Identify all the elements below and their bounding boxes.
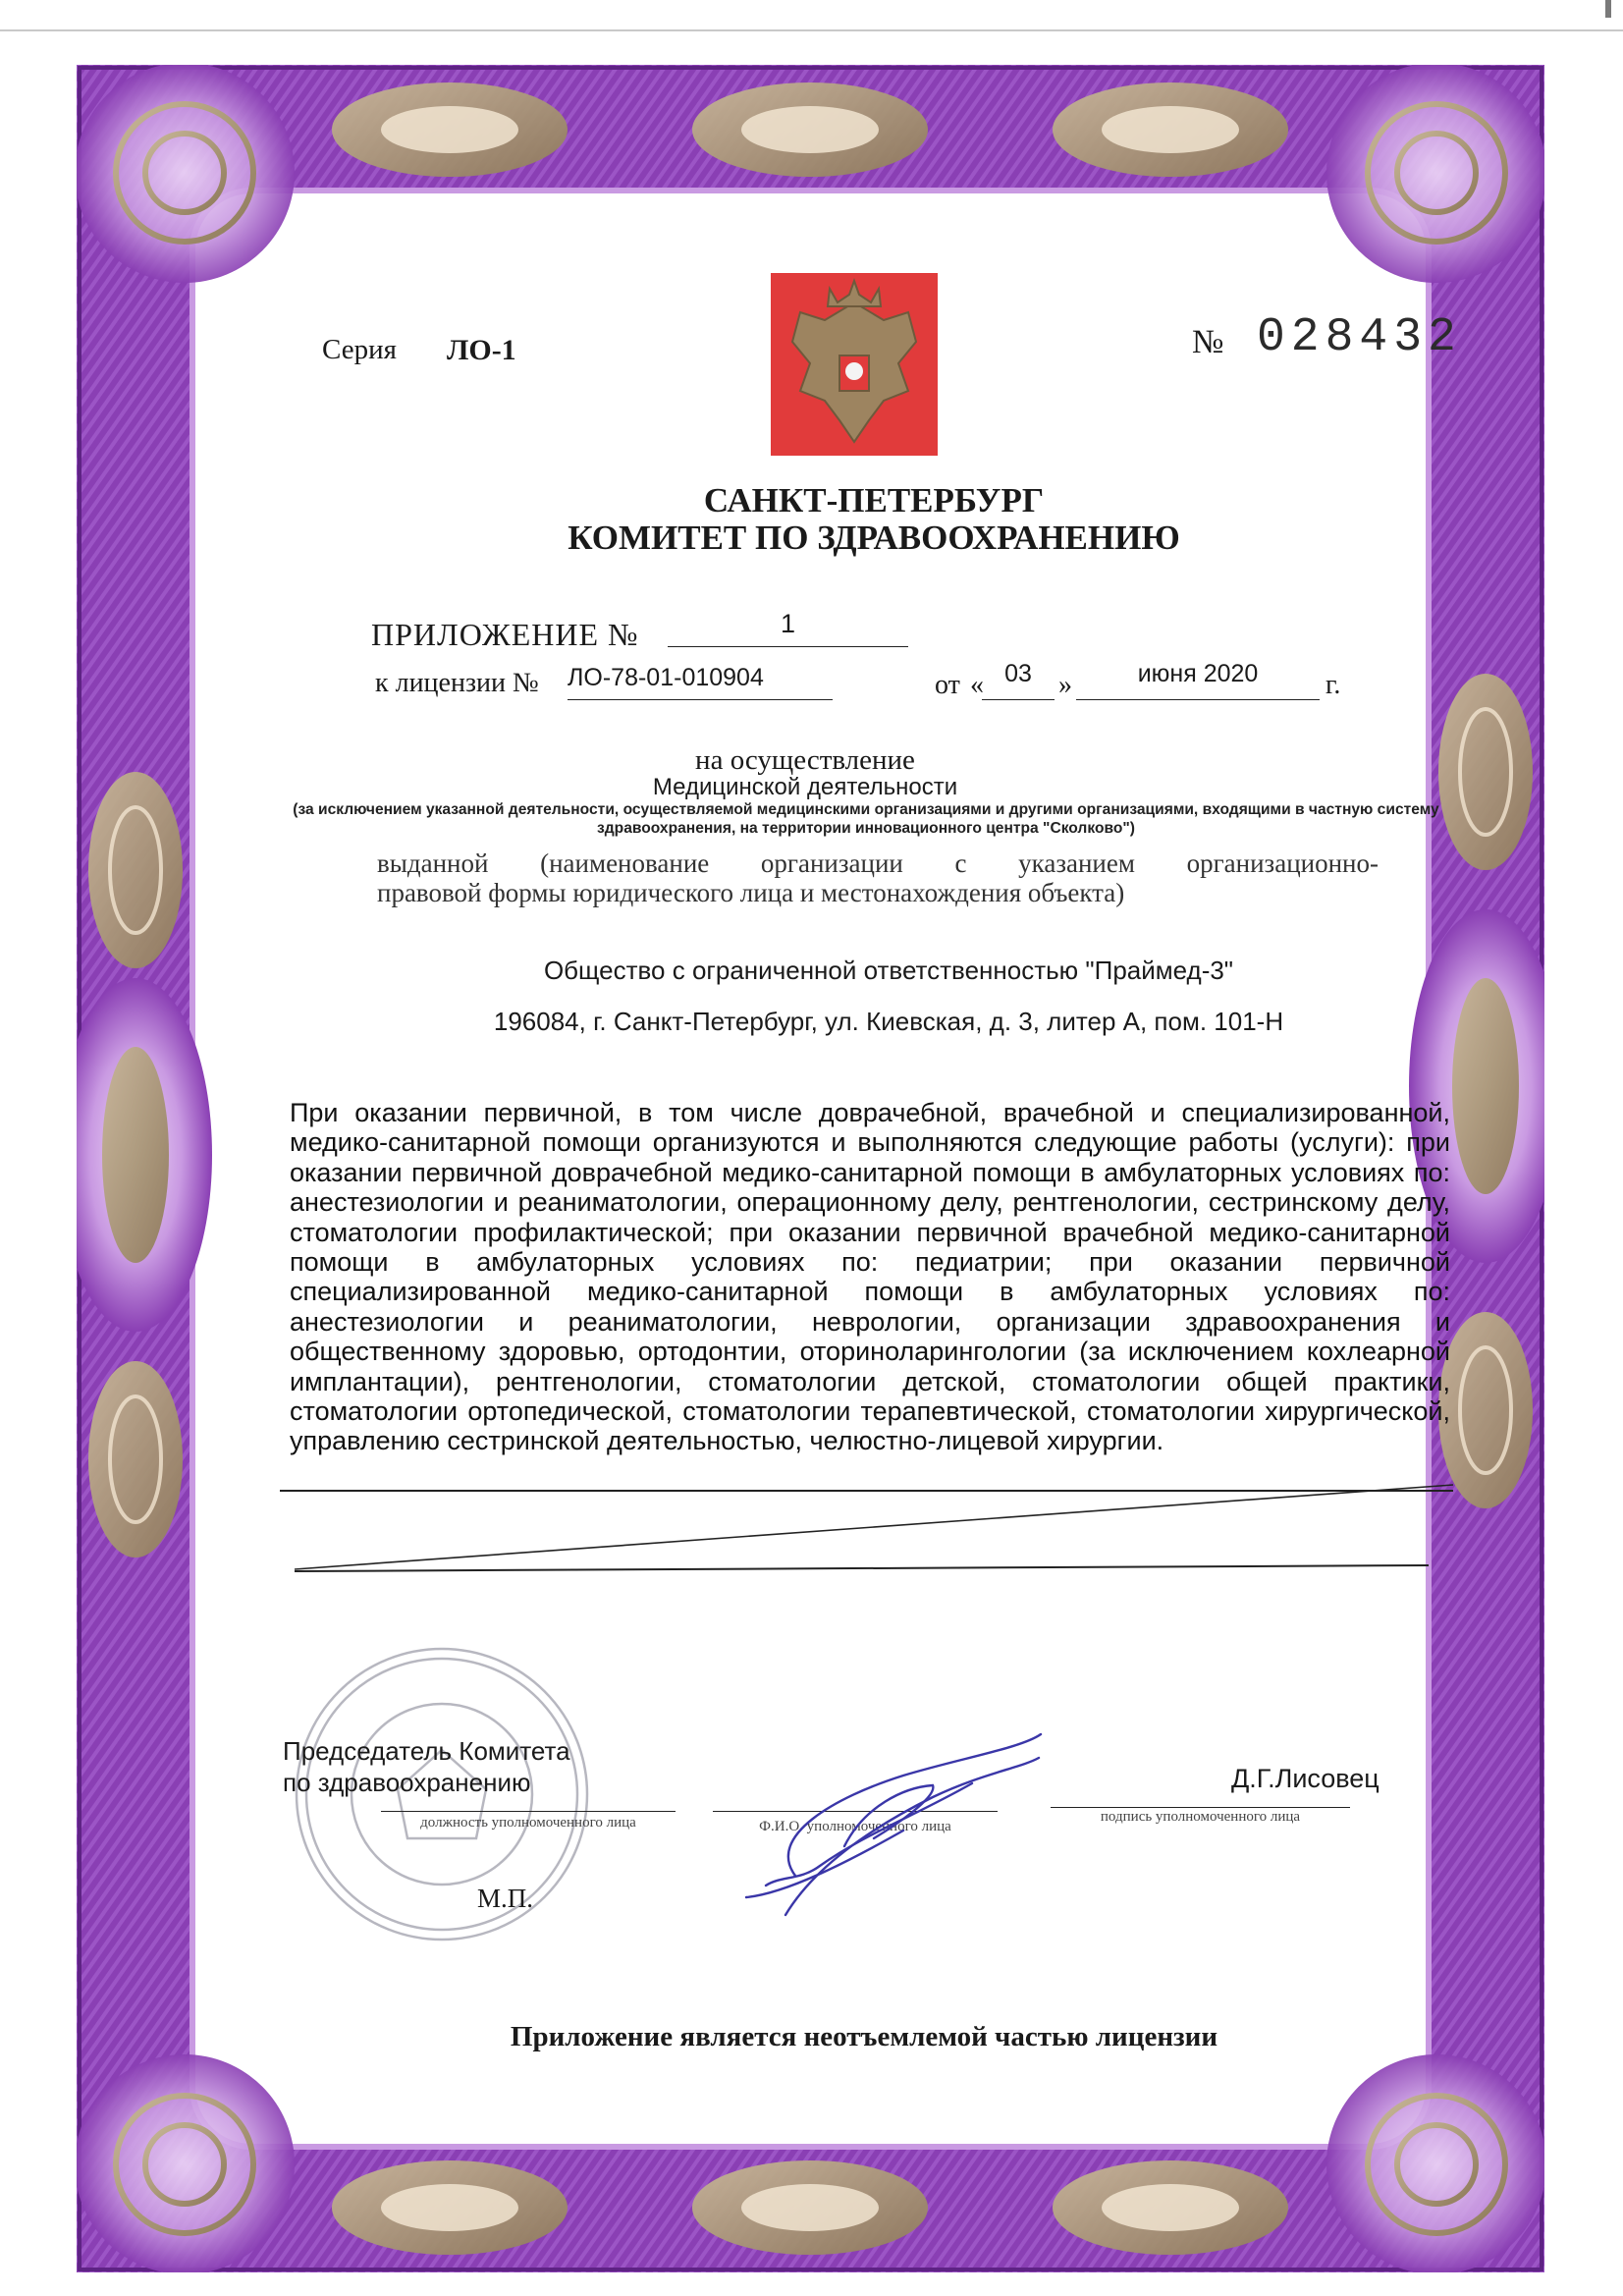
date-year-suffix: г. [1325,670,1341,700]
signer-position-line1: Председатель Комитета [283,1736,570,1766]
appendix-label: ПРИЛОЖЕНИЕ № [371,617,639,652]
seal-place-label: М.П. [477,1884,534,1913]
date-quote-open: « [970,670,984,700]
appendix-number-underline [668,646,908,647]
activity-note: (за исключением указанной деятельности, осуществляемой медицинскими организациями и другими организациями, входящими в частную систему здравоохранения, на территории инновационного центра "Сколково") [293,801,1439,837]
date-day: 03 [1004,660,1032,687]
signer-name: Д.Г.Лисовец [1231,1764,1380,1793]
activity-for-label: на осуществление [695,744,915,776]
license-number-underline [568,699,833,700]
date-day-underline [982,699,1055,700]
license-form-number: 028432 [1257,311,1462,364]
issued-to-description-line2: правовой формы юридического лица и местонахождения объекта) [377,878,1125,907]
series-value: ЛО-1 [447,334,516,366]
date-month-year-underline [1076,699,1320,700]
number-sign: № [1192,324,1224,360]
signer-position-line2: по здравоохранению [283,1768,531,1797]
date-month-year: июня 2020 [1137,660,1259,687]
authority-committee: КОМИТЕТ ПО ЗДРАВООХРАНЕНИЮ [568,519,1180,557]
authority-city: САНКТ-ПЕТЕРБУРГ [703,481,1045,519]
license-number: ЛО-78-01-010904 [568,664,764,691]
position-caption: должность уполномоченного лица [420,1815,636,1831]
signature-underline [1051,1807,1350,1808]
organization-address: 196084, г. Санкт-Петербург, ул. Киевская, д. 3, литер А, пом. 101-Н [493,1007,1284,1036]
date-prefix: от [935,670,960,700]
license-label: к лицензии № [375,668,539,698]
blank-space-strike-lines [275,1473,1483,1581]
signature-caption: подпись уполномоченного лица [1100,1809,1301,1825]
footer-integral-part-note: Приложение является неотъемлемой частью лицензии [510,2021,1218,2052]
coat-of-arms-emblem [771,273,938,456]
scan-edge [0,29,1623,31]
date-quote-close: » [1058,670,1072,700]
licensed-services-text: При оказании первичной, в том числе доврачебной, врачебной и специализированной, медико-санитарной помощи организуются и выполняются следующие работы (услуги): при оказании первичной доврачебной медико-санитарной помощи в амбулаторных условиях по: анестезиологии и реаниматологии, операционному делу, рентгенологии, сестринскому делу, стоматологии профилактической; при оказании первичной врачебной медико-санитарной помощи в амбулаторных условиях по: педиатрии; при оказании первичной специализированной медико-санитарной помощи в амбулаторных условиях по: анестезиологии и реаниматологии, неврологии, организации здравоохранения и общественному здоровью, ортодонтии, оториноларингологии (за исключением кохлеарной имплантации), рентгенологии, стоматологии детской, стоматологии общей практики, стоматологии ортопедической, стоматологии терапевтической, стоматологии хирургической, управлению сестринской деятельностью, челюстно-лицевой хирургии. [290,1098,1450,1456]
activity-type: Медицинской деятельности [652,774,958,800]
scan-corner-mark [1605,0,1611,18]
issued-to-description-line1: выданной (наименование организации с указанием организационно- [377,848,1379,878]
fio-caption: Ф.И.О. уполномоченного лица [759,1819,951,1834]
series-label: Серия [322,334,397,365]
organization-name: Общество с ограниченной ответственностью "Праймед-3" [543,956,1234,985]
position-underline [381,1811,676,1812]
appendix-number: 1 [780,609,796,638]
handwritten-signature [727,1728,1060,1925]
